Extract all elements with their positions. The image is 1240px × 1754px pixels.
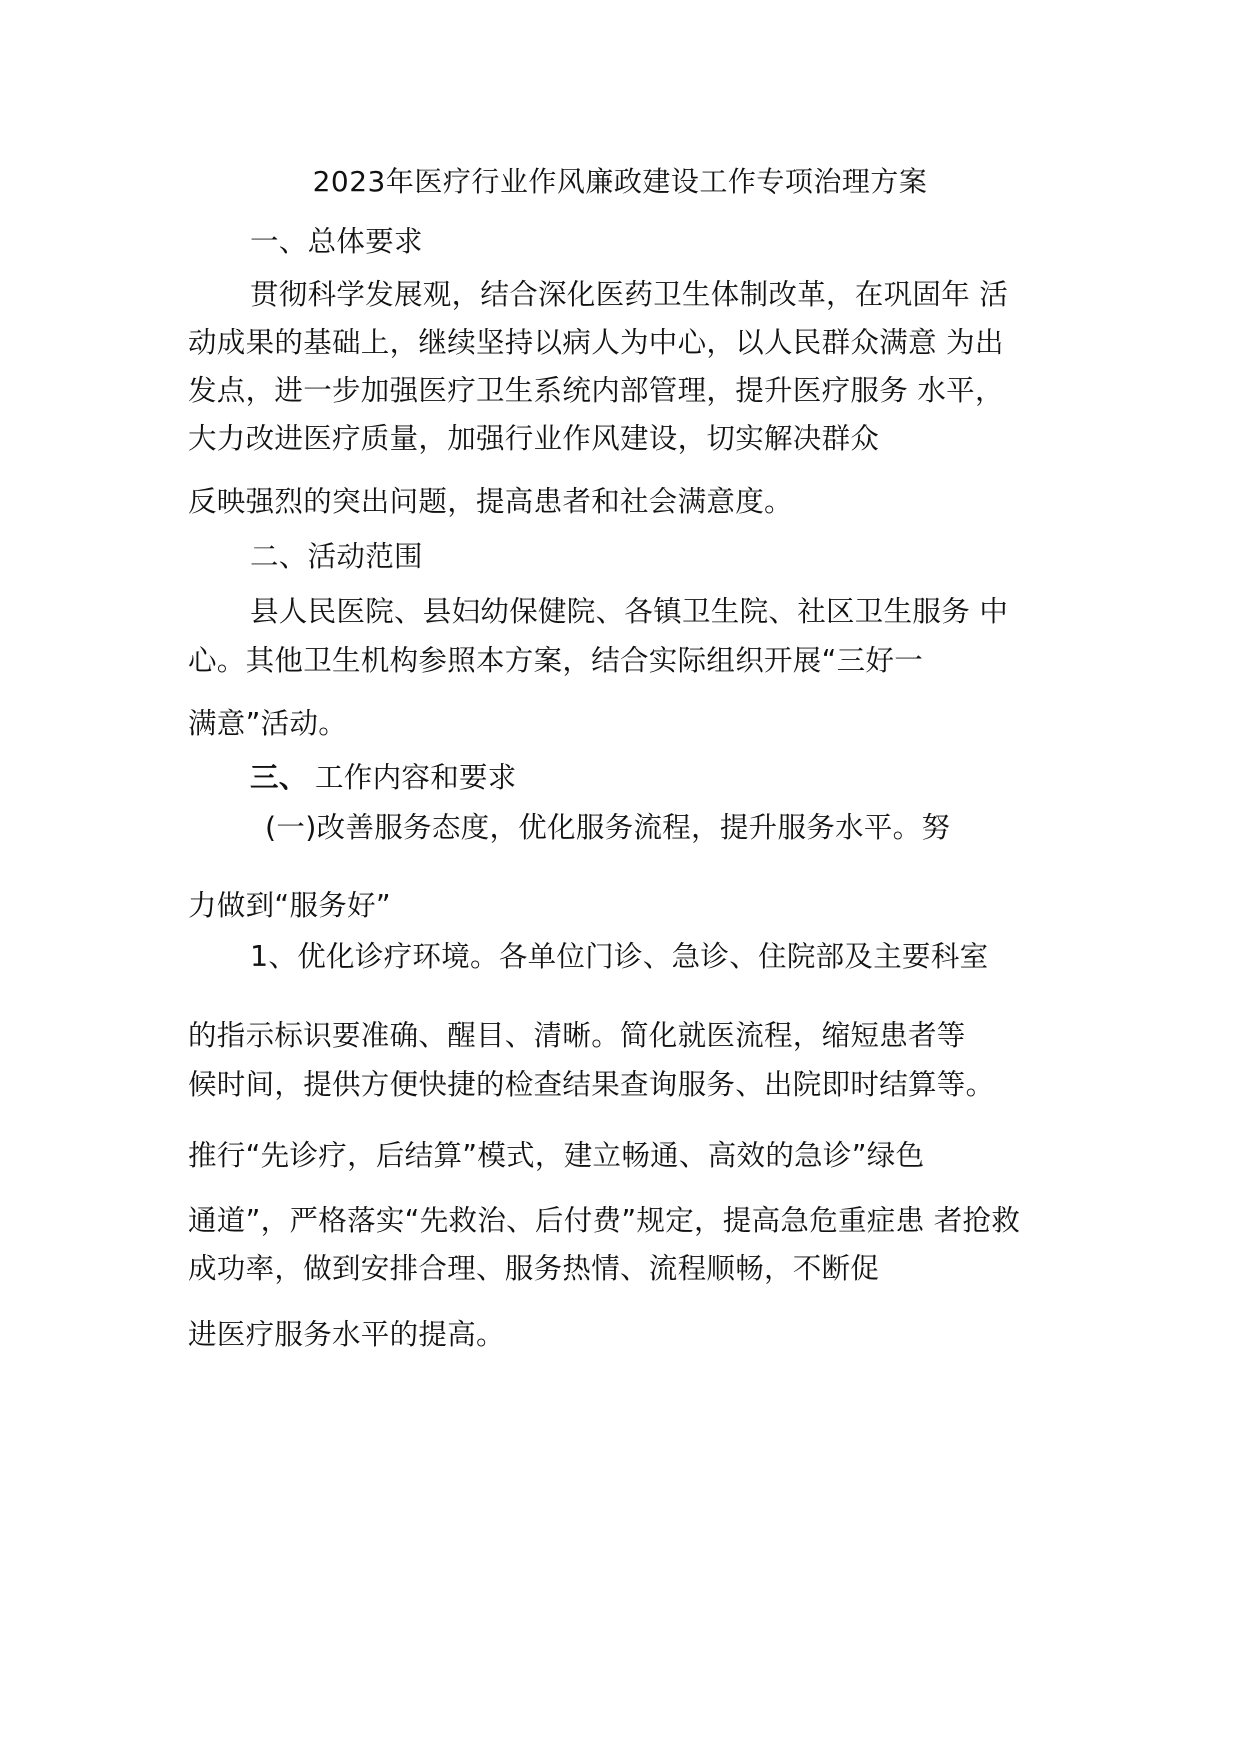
- paragraph-line: 反映强烈的突出问题，提高患者和社会满意度。: [188, 485, 793, 518]
- paragraph-line: 大力改进医疗质量，加强行业作风建设，切实解决群众: [188, 422, 880, 455]
- paragraph-line: 县人民医院、县妇幼保健院、各镇卫生院、社区卫生服务 中: [250, 595, 1009, 628]
- section-number-three: 三、: [250, 761, 308, 794]
- paragraph-line: 通道”，严格落实“先救治、后付费”规定，提高急危重症患 者抢救: [188, 1204, 1021, 1237]
- paragraph-line: 贯彻科学发展观，结合深化医药卫生体制改革，在巩固年 活: [250, 278, 1009, 311]
- paragraph-line: 推行“先诊疗，后结算”模式，建立畅通、高效的急诊”绿色: [188, 1139, 925, 1172]
- section-heading-activity-scope: 二、活动范围: [250, 540, 423, 573]
- paragraph-line: 进医疗服务水平的提高。: [188, 1318, 505, 1351]
- paragraph-line: 力做到“服务好”: [188, 889, 391, 922]
- paragraph-line: 发点，进一步加强医疗卫生系统内部管理，提升医疗服务 水平，: [188, 374, 1004, 407]
- section-heading-work-content: 工作内容和要求: [315, 761, 517, 794]
- paragraph-line: 动成果的基础上，继续坚持以病人为中心，以人民群众满意 为出: [188, 326, 1004, 359]
- section-heading-general-requirements: 一、总体要求: [250, 225, 423, 258]
- paragraph-line: 的指示标识要准确、醒目、清晰。简化就医流程，缩短患者等: [188, 1019, 966, 1052]
- paragraph-line: 成功率，做到安排合理、服务热情、流程顺畅，不断促: [188, 1252, 880, 1285]
- document-title: 2023年医疗行业作风廉政建设工作专项治理方案: [312, 165, 928, 198]
- paragraph-line: 候时间，提供方便快捷的检查结果查询服务、出院即时结算等。: [188, 1068, 995, 1101]
- paragraph-line: 心。其他卫生机构参照本方案，结合实际组织开展“三好一: [188, 644, 924, 677]
- numbered-item-1: 1、优化诊疗环境。各单位门诊、急诊、住院部及主要科室: [250, 940, 989, 973]
- paragraph-line: 满意”活动。: [188, 707, 348, 740]
- subsection-heading-service: (一)改善服务态度，优化服务流程，提升服务水平。努: [265, 811, 951, 844]
